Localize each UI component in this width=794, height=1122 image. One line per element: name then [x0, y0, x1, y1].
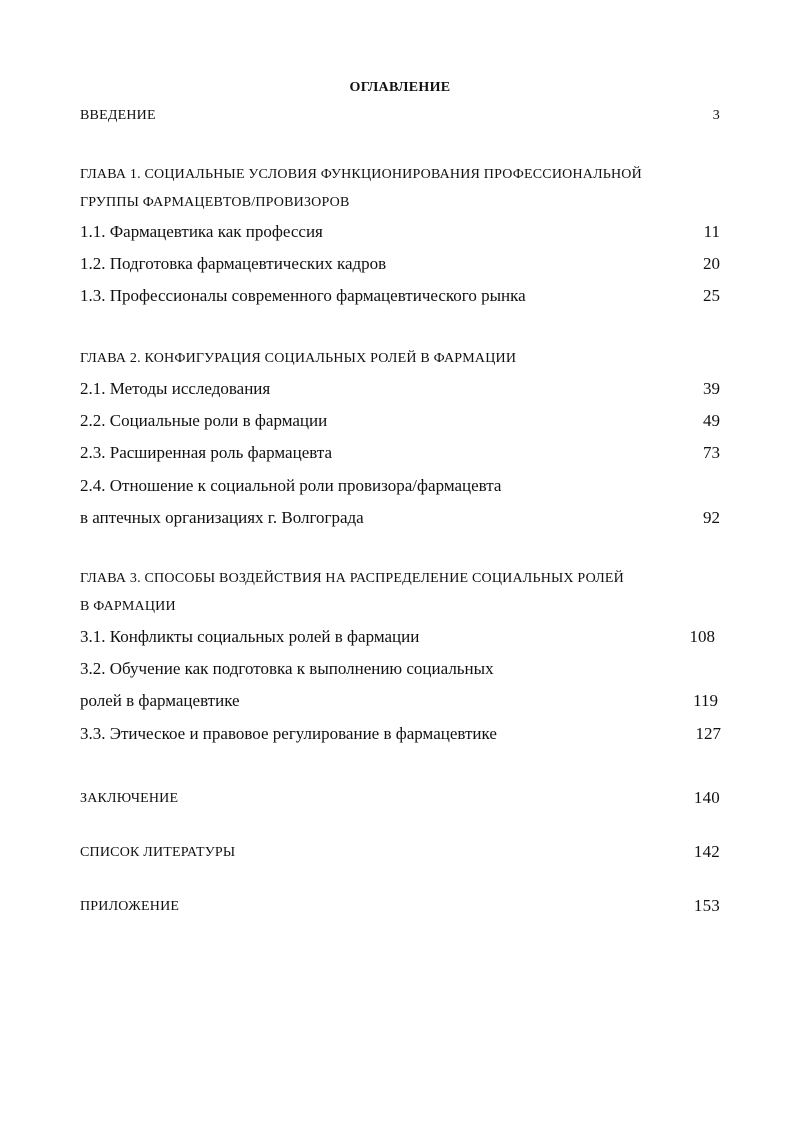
- toc-entry-label: ВВЕДЕНИЕ: [80, 108, 156, 123]
- toc-entry-label: 1.3. Профессионалы современного фармацевтического рынка: [80, 286, 526, 305]
- toc-entry-page: 153: [693, 896, 720, 915]
- chapter-1-heading-cont[interactable]: ГРУППЫ ФАРМАЦЕВТОВ/ПРОВИЗОРОВ: [80, 195, 350, 210]
- toc-entry-label: ЗАКЛЮЧЕНИЕ: [80, 791, 179, 806]
- toc-entry-page: 119: [693, 691, 718, 710]
- toc-entry-label: ролей в фармацевтике: [80, 691, 240, 710]
- toc-entry-page: 11: [703, 222, 720, 241]
- toc-entry-page: 92: [703, 508, 720, 527]
- chapter-2-heading[interactable]: ГЛАВА 2. КОНФИГУРАЦИЯ СОЦИАЛЬНЫХ РОЛЕЙ В ФАРМАЦИИ: [80, 351, 517, 366]
- toc-entry-label: 1.1. Фармацевтика как профессия: [80, 222, 323, 241]
- toc-entry-3-2[interactable]: 3.2. Обучение как подготовка к выполнению социальных: [80, 659, 494, 678]
- toc-entry-page: 73: [703, 443, 720, 462]
- toc-entry-2-4[interactable]: 2.4. Отношение к социальной роли провизора/фармацевта: [80, 476, 502, 495]
- toc-entry-page: 20: [703, 254, 720, 273]
- toc-entry-label: 2.3. Расширенная роль фармацевта: [80, 443, 333, 462]
- toc-entry-page: 25: [703, 286, 720, 305]
- toc-entry-label: 3.3. Этическое и правовое регулирование в фармацевтике: [80, 724, 497, 743]
- chapter-1-heading[interactable]: ГЛАВА 1. СОЦИАЛЬНЫЕ УСЛОВИЯ ФУНКЦИОНИРОВАНИЯ ПРОФЕССИОНАЛЬНОЙ: [80, 167, 642, 182]
- toc-entry-label: 3.1. Конфликты социальных ролей в фармации: [80, 627, 420, 646]
- toc-entry-label: 1.2. Подготовка фармацевтических кадров: [80, 254, 387, 273]
- chapter-3-heading[interactable]: ГЛАВА 3. СПОСОБЫ ВОЗДЕЙСТВИЯ НА РАСПРЕДЕЛЕНИЕ СОЦИАЛЬНЫХ РОЛЕЙ: [80, 571, 624, 586]
- toc-entry-page: 39: [703, 379, 720, 398]
- toc-entry-page: 127: [695, 724, 721, 743]
- toc-entry-page: 49: [703, 411, 720, 430]
- toc-entry-page: 108: [689, 627, 715, 646]
- toc-entry-label: 2.2. Социальные роли в фармации: [80, 411, 328, 430]
- toc-entry-label: 2.1. Методы исследования: [80, 379, 271, 398]
- toc-entry-page: 3: [712, 108, 720, 123]
- toc-entry-label: в аптечных организациях г. Волгограда: [80, 508, 364, 527]
- chapter-3-heading-cont[interactable]: В ФАРМАЦИИ: [80, 599, 176, 614]
- toc-title: ОГЛАВЛЕНИЕ: [349, 80, 451, 95]
- toc-entry-label: СПИСОК ЛИТЕРАТУРЫ: [80, 845, 236, 860]
- toc-entry-page: 140: [693, 788, 720, 807]
- toc-entry-label: ПРИЛОЖЕНИЕ: [80, 899, 180, 914]
- toc-entry-page: 142: [693, 842, 720, 861]
